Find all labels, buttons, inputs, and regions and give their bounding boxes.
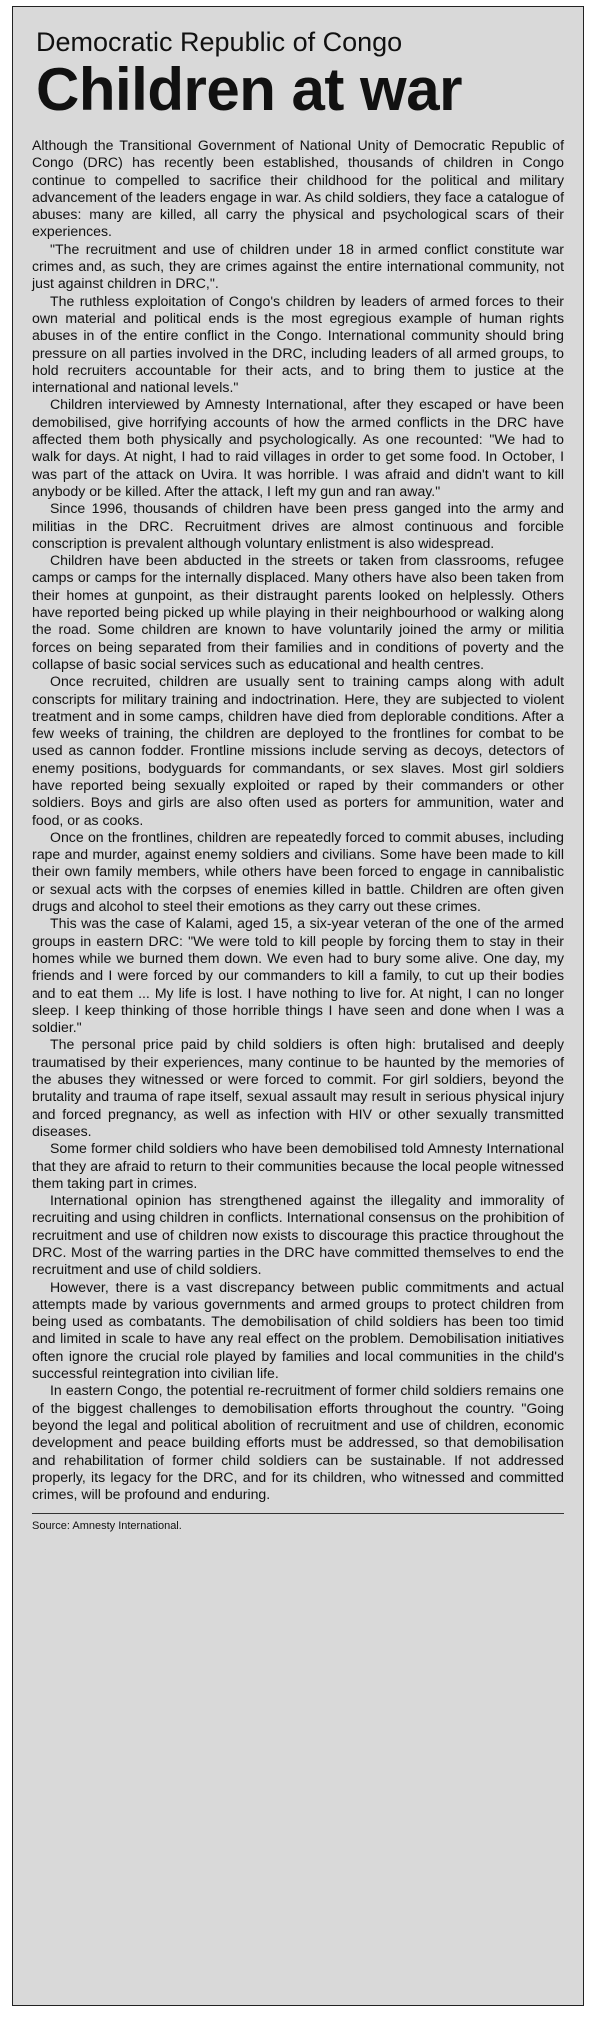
paragraph: "The recruitment and use of children under 18 in armed conflict constitute war crimes and, as such, they are crimes against the entire international community, not just against children in DRC,". <box>32 240 564 292</box>
paragraph: Some former child soldiers who have been demobilised told Amnesty International that they are afraid to return to their communities because the local people witnessed them taking part in crimes. <box>32 1140 564 1191</box>
paragraph: Although the Transitional Government of National Unity of Democratic Republic of Congo (DRC) has recently been established, thousands of children in Congo continue to compelled to sacrifice their childhood for the political and military advancement of the leaders engage in war. As child soldiers, they face a catalogue of abuses: many are killed, all carry the physical and psychological scars of their experiences. <box>32 137 564 240</box>
paragraph: This was the case of Kalami, aged 15, a six-year veteran of the one of the armed groups in eastern DRC: "We were told to kill people by forcing them to stay in their homes while we burned them down. We even had to bury some alive. One day, my friends and I were forced by our commanders to kill a family, to cut up their bodies and to eat them ... My life is lost. I have nothing to live for. At night, I can no longer sleep. I keep thinking of those horrible things I have seen and done when I was a soldier." <box>32 915 564 1036</box>
paragraph: Children have been abducted in the streets or taken from classrooms, refugee camps or camps for the internally displaced. Many others have also been taken from their homes at gunpoint, as their distraught parents looked on helplessly. Others have reported being picked up while playing in their neighbourhood or walking along the road. Some children are known to have voluntarily joined the army or militia forces on being separated from their families and in conditions of poverty and the collapse of basic social services such as educational and health centres. <box>32 552 564 672</box>
article-kicker: Democratic Republic of Congo <box>36 27 403 57</box>
paragraph: International opinion has strengthened against the illegality and immorality of recruiting and using children in conflicts. International consensus on the prohibition of recruitment and use of children now exists to discourage this practice throughout the DRC. Most of the warring parties in the DRC have committed themselves to end the recruitment and use of child soldiers. <box>32 1192 564 1278</box>
paragraph: The ruthless exploitation of Congo's children by leaders of armed forces to their own material and political ends is the most egregious example of human rights abuses in of the entire conflict in the Congo. International community should bring pressure on all parties involved in the DRC, including leaders of all armed groups, to hold recruiters accountable for their acts, and to bring them to justice at the international and national levels." <box>32 292 564 396</box>
article-headline: Children at war <box>36 56 462 123</box>
source-credit: Source: Amnesty International. <box>32 1520 182 1533</box>
paragraph: However, there is a vast discrepancy between public commitments and actual attempts made by various governments and armed groups to protect children from being used as combatants. The demobilisation of child soldiers has been too timid and limited in scale to have any real effect on the problem. Demobilisation initiatives often ignore the crucial role played by families and local communities in the child's successful reintegration into civilian life. <box>32 1278 564 1382</box>
source-divider <box>32 1513 564 1514</box>
article-box <box>12 6 584 2006</box>
paragraph: Since 1996, thousands of children have been press ganged into the army and militias in the DRC. Recruitment drives are almost continuous and forcible conscription is prevalent although voluntary enlistment is also widespread. <box>32 500 564 551</box>
paragraph: Once on the frontlines, children are repeatedly forced to commit abuses, including rape and murder, against enemy soldiers and civilians. Some have been made to kill their own family members, while others have been forced to engage in cannibalistic or sexual acts with the corpses of enemies killed in battle. Children are often given drugs and alcohol to steel their emotions as they carry out these crimes. <box>32 828 564 915</box>
article-body <box>32 137 564 1503</box>
paragraph: The personal price paid by child soldiers is often high: brutalised and deeply traumatised by their experiences, many continue to be haunted by the memories of the abuses they witnessed or were forced to commit. For girl soldiers, beyond the brutality and trauma of rape itself, sexual assault may result in serious physical injury and forced pregnancy, as well as infection with HIV or other sexually transmitted diseases. <box>32 1036 564 1139</box>
paragraph: Children interviewed by Amnesty International, after they escaped or have been demobilised, give horrifying accounts of how the armed conflicts in the DRC have affected them both physically and psychologically. As one recounted: "We had to walk for days. At night, I had to raid villages in order to get some food. In October, I was part of the attack on Uvira. It was horrible. I was afraid and didn't want to kill anybody or be killed. After the attack, I left my gun and ran away." <box>32 396 564 499</box>
paragraph: In eastern Congo, the potential re-recruitment of former child soldiers remains one of the biggest challenges to demobilisation efforts throughout the country. "Going beyond the legal and political abolition of recruitment and use of children, economic development and peace building efforts must be addressed, so that demobilisation and rehabilitation of former child soldiers can be sustainable. If not addressed properly, its legacy for the DRC, and for its children, who witnessed and committed crimes, will be profound and enduring. <box>32 1382 564 1503</box>
paragraph: Once recruited, children are usually sent to training camps along with adult conscripts for military training and indoctrination. Here, they are subjected to violent treatment and in some camps, children have died from deplorable conditions. After a few weeks of training, the children are deployed to the frontlines for combat to be used as cannon fodder. Frontline missions include serving as decoys, detectors of enemy positions, bodyguards for commandants, or sex slaves. Most girl soldiers have reported being sexually exploited or raped by their commanders or other soldiers. Boys and girls are also often used as porters for ammunition, water and food, or as cooks. <box>32 673 564 828</box>
